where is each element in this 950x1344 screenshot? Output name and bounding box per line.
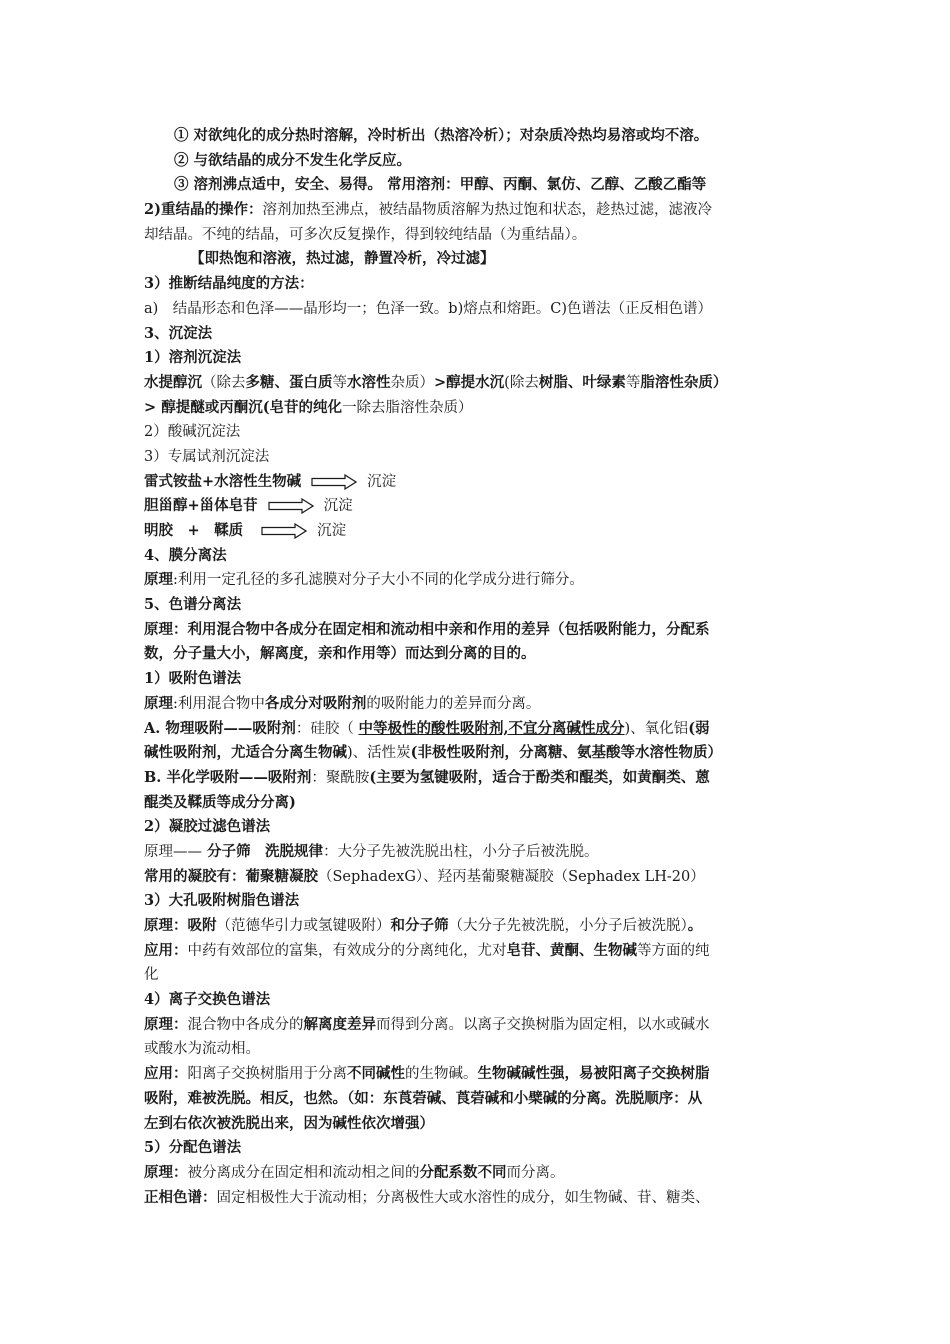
right-arrow-icon: [268, 498, 314, 514]
macroporous-principle: 原理：吸附（范德华引力或氢键吸附）和分子筛（大分子先被洗脱，小分子后被洗脱）。: [144, 917, 703, 934]
solvent-precipitation-heading: 1）溶剂沉淀法: [144, 349, 242, 367]
reaction-row-1: 雷式铵盐+水溶性生物碱 沉淀: [144, 472, 397, 490]
reaction-row-2: 胆甾醇+甾体皂苷 沉淀: [144, 497, 353, 515]
requirement-3: ③ 溶剂沸点适中，安全、易得。 常用溶剂：甲醇、丙酮、氯仿、乙醇、乙酸乙酯等: [174, 176, 707, 194]
ion-exchange-principle-cont: 或酸水为流动相。: [144, 1041, 260, 1058]
solvent-precipitation-line-2: > 醇提醚或丙酮沉(皂苷的纯化一除去脂溶性杂质）: [144, 398, 473, 416]
acid-base-precipitation: 2）酸碱沉淀法: [144, 424, 241, 441]
recrystallization-operation-cont: 却结晶。不纯的结晶，可多次反复操作，得到较纯结晶（为重结晶）。: [144, 226, 587, 243]
purity-methods: a) 结晶形态和色泽——晶形均一；色泽一致。b)熔点和熔距。C)色谱法（正反相色谱）: [144, 300, 712, 317]
physical-adsorption: A. 物理吸附——吸附剂：硅胶（ 中等极性的酸性吸附剂,不宜分离碱性成分)、氧化铝(弱: [144, 719, 710, 737]
semi-chemical-adsorption-cont: 醌类及鞣质等成分分离): [144, 793, 296, 811]
solvent-precipitation-line: 水提醇沉（除去多糖、蛋白质等水溶性杂质）>醇提水沉(除去树脂、叶绿素等脂溶性杂质）: [144, 373, 728, 391]
section-chromatography: 5、色谱分离法: [144, 596, 242, 614]
semi-chemical-adsorption: B. 半化学吸附——吸附剂：聚酰胺(主要为氢键吸附，适合于酚类和醌类，如黄酮类、蒽: [144, 768, 710, 786]
ion-exchange-application-cont: 吸附，难被洗脱。相反，也然。（如：东莨菪碱、莨菪碱和小檗碱的分离。洗脱顺序：从: [144, 1089, 703, 1107]
ion-exchange-principle: 原理：混合物中各成分的解离度差异而得到分离。以离子交换树脂为固定相，以水或碱水: [144, 1015, 710, 1033]
ion-exchange-heading: 4）离子交换色谱法: [144, 991, 271, 1009]
membrane-principle: 原理:利用一定孔径的多孔滤膜对分子大小不同的化学成分进行筛分。: [144, 571, 584, 589]
section-precipitation: 3、沉淀法: [144, 324, 213, 342]
gel-filtration-heading: 2）凝胶过滤色谱法: [144, 818, 271, 836]
reaction-row-3: 明胶 + 鞣质 沉淀: [144, 522, 347, 539]
ion-exchange-application-cont-2: 左到右依次被洗脱出来，因为碱性依次增强）: [144, 1114, 434, 1132]
physical-adsorption-cont: 碱性吸附剂，尤适合分离生物碱)、活性炭(非极性吸附剂，分离糖、氨基酸等水溶性物质）: [144, 744, 723, 762]
right-arrow-icon: [261, 523, 307, 539]
macroporous-heading: 3）大孔吸附树脂色谱法: [144, 892, 300, 910]
section-membrane: 4、膜分离法: [144, 546, 227, 564]
ion-exchange-application: 应用：阳离子交换树脂用于分离不同碱性的生物碱。生物碱碱性强，易被阳离子交换树脂: [144, 1065, 710, 1083]
right-arrow-icon: [311, 474, 357, 490]
macroporous-application-cont: 化: [144, 967, 159, 984]
gel-types: 常用的凝胶有：葡聚糖凝胶（SephadexG）、羟丙基葡聚糖凝胶（Sephadex LH-20）: [144, 867, 705, 885]
document-page: [144, 124, 812, 1210]
specific-reagent-precipitation: 3）专属试剂沉淀法: [144, 448, 270, 465]
requirement-2: ② 与欲结晶的成分不发生化学反应。: [174, 151, 412, 169]
recrystallization-summary: 【即热饱和溶液，热过滤，静置冷析，冷过滤】: [190, 250, 495, 268]
macroporous-application: 应用：中药有效部位的富集，有效成分的分离纯化，尤对皂苷、黄酮、生物碱等方面的纯: [144, 941, 710, 959]
requirement-1: ① 对欲纯化的成分热时溶解，冷时析出（热溶冷析）；对杂质冷热均易溶或均不溶。: [174, 127, 709, 144]
gel-filtration-principle: 原理—— 分子筛 洗脱规律：大分子先被洗脱出柱，小分子后被洗脱。: [144, 842, 599, 860]
chromatography-principle: 原理：利用混合物中各成分在固定相和流动相中亲和作用的差异（包括吸附能力，分配系: [144, 620, 710, 638]
purity-heading: 3）推断结晶纯度的方法：: [144, 275, 314, 293]
partition-heading: 5）分配色谱法: [144, 1139, 242, 1157]
partition-principle: 原理：被分离成分在固定相和流动相之间的分配系数不同而分离。: [144, 1163, 565, 1181]
chromatography-principle-cont: 数，分子量大小，解离度，亲和作用等）而达到分离的目的。: [144, 645, 536, 663]
adsorption-heading: 1）吸附色谱法: [144, 670, 242, 688]
adsorption-principle: 原理:利用混合物中各成分对吸附剂的吸附能力的差异而分离。: [144, 694, 541, 712]
recrystallization-operation: 2)重结晶的操作：溶剂加热至沸点，被结晶物质溶解为热过饱和状态，趁热过滤，滤液冷: [144, 201, 712, 219]
normal-phase: 正相色谱：固定相极性大于流动相；分离极性大或水溶性的成分，如生物碱、苷、糖类、: [144, 1188, 710, 1206]
